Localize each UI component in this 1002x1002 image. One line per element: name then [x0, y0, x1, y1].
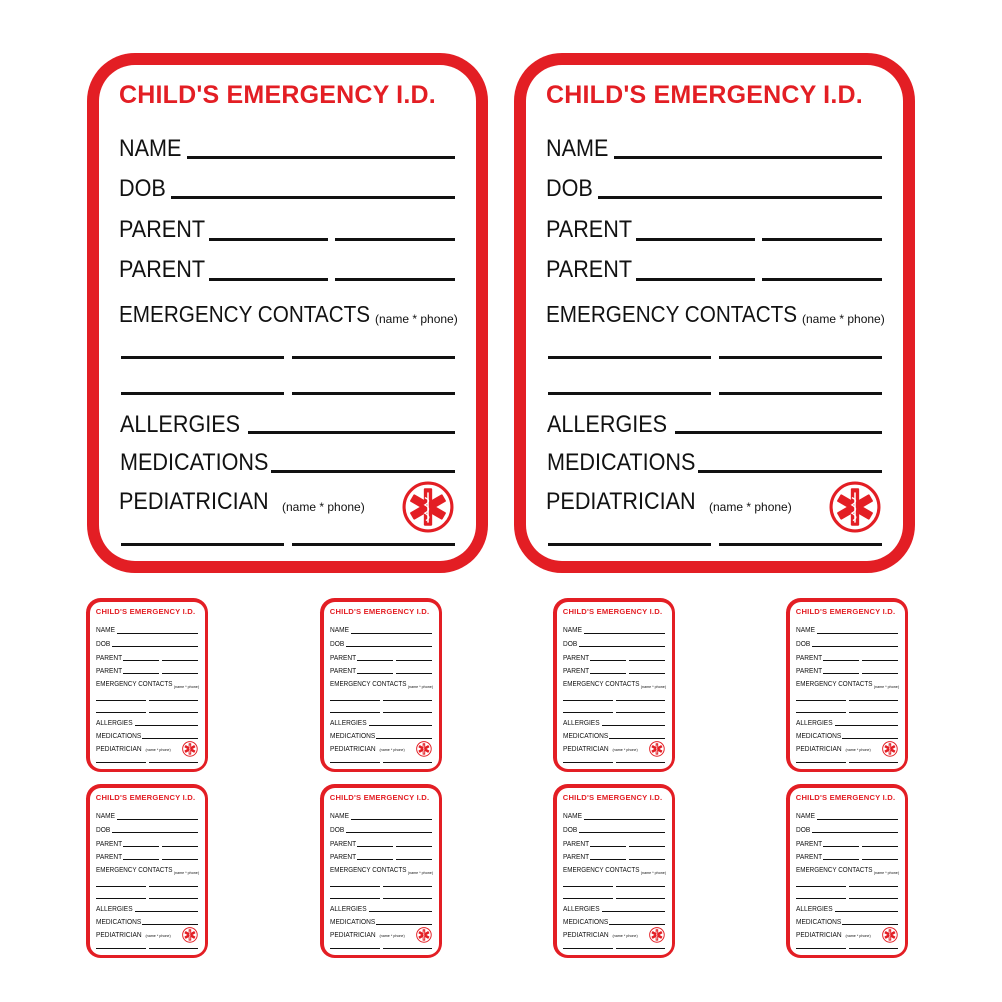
parent-phone-line: [396, 859, 433, 860]
name-label: NAME: [95, 811, 115, 821]
emergency-contacts-label: EMERGENCY CONTACTS: [329, 867, 407, 875]
contact-phone-line: [849, 700, 899, 701]
medications-label: MEDICATIONS: [330, 730, 376, 740]
name-label: NAME: [119, 135, 182, 162]
card-title: CHILD'S EMERGENCY I.D.: [795, 793, 896, 803]
allergies-label: ALLERGIES: [563, 903, 600, 913]
dob-label: DOB: [562, 638, 578, 648]
id-card-large: [87, 53, 488, 573]
contact-name-line: [330, 886, 380, 887]
dob-label: DOB: [562, 824, 578, 834]
dob-line: [346, 832, 433, 833]
allergies-line: [835, 725, 898, 726]
medications-label: MEDICATIONS: [96, 916, 142, 926]
pediatrician-phone-line: [616, 762, 666, 763]
parent-name-line: [590, 846, 626, 847]
allergies-line: [675, 431, 882, 434]
dob-line: [112, 646, 199, 647]
allergies-line: [135, 911, 198, 912]
medications-label: MEDICATIONS: [547, 449, 696, 476]
parent-phone-line: [862, 673, 899, 674]
parent-name-line: [823, 673, 859, 674]
parent-label: PARENT: [562, 652, 589, 662]
name-line: [817, 819, 899, 820]
emergency-contacts-hint: (name * phone): [640, 684, 667, 689]
medications-line: [609, 924, 665, 925]
medications-line: [142, 738, 198, 739]
dob-label: DOB: [546, 175, 593, 202]
dob-line: [812, 832, 899, 833]
parent-label: PARENT: [329, 838, 356, 848]
pediatrician-name-line: [96, 762, 146, 763]
medications-label: MEDICATIONS: [796, 916, 842, 926]
id-card-small: [786, 784, 908, 958]
parent-name-line: [123, 673, 159, 674]
id-card-large: [514, 53, 915, 573]
parent-name-line: [823, 846, 859, 847]
id-card-small: [553, 598, 675, 772]
pediatrician-label: PEDIATRICIAN: [562, 929, 609, 939]
allergies-line: [248, 431, 455, 434]
medications-line: [376, 738, 432, 739]
parent-name-line: [590, 859, 626, 860]
parent-label: PARENT: [795, 838, 822, 848]
parent-label: PARENT: [562, 666, 589, 675]
star-of-life-icon: [882, 927, 898, 943]
allergies-label: ALLERGIES: [563, 717, 600, 727]
contact-name-line: [796, 700, 846, 701]
pediatrician-name-line: [330, 762, 380, 763]
parent-phone-line: [162, 846, 199, 847]
medications-label: MEDICATIONS: [330, 916, 376, 926]
parent-phone-line: [629, 846, 666, 847]
parent-label: PARENT: [562, 838, 589, 848]
id-card-small: [786, 598, 908, 772]
medications-line: [842, 924, 898, 925]
emergency-contacts-hint: (name * phone): [407, 870, 434, 875]
parent-name-line: [823, 660, 859, 661]
parent-name-line: [357, 673, 393, 674]
name-line: [584, 819, 666, 820]
parent-phone-line: [629, 673, 666, 674]
medications-label: MEDICATIONS: [120, 449, 269, 476]
star-of-life-icon: [649, 741, 665, 757]
parent-label: PARENT: [562, 852, 589, 861]
dob-label: DOB: [119, 175, 166, 202]
dob-line: [579, 646, 666, 647]
contact-phone-line: [616, 898, 666, 899]
parent-label: PARENT: [119, 216, 206, 243]
contact-phone-line: [149, 700, 199, 701]
parent-phone-line: [396, 660, 433, 661]
parent-label: PARENT: [329, 666, 356, 675]
pediatrician-phone-line: [849, 762, 899, 763]
parent-name-line: [209, 238, 328, 241]
parent-phone-line: [162, 660, 199, 661]
dob-line: [171, 196, 455, 199]
allergies-line: [135, 725, 198, 726]
allergies-line: [602, 911, 665, 912]
parent-phone-line: [162, 859, 199, 860]
pediatrician-phone-line: [383, 762, 433, 763]
parent-name-line: [590, 660, 626, 661]
allergies-line: [835, 911, 898, 912]
parent-phone-line: [862, 846, 899, 847]
parent-label: PARENT: [795, 666, 822, 675]
pediatrician-hint: (name * phone): [612, 747, 638, 752]
medications-line: [271, 470, 455, 473]
allergies-label: ALLERGIES: [330, 903, 367, 913]
contact-name-line: [96, 886, 146, 887]
pediatrician-label: PEDIATRICIAN: [795, 743, 842, 753]
parent-phone-line: [762, 238, 882, 241]
pediatrician-name-line: [796, 762, 846, 763]
pediatrician-label: PEDIATRICIAN: [562, 743, 609, 753]
contact-phone-line: [383, 700, 433, 701]
contact-name-line: [563, 712, 613, 713]
parent-label: PARENT: [795, 652, 822, 662]
contact-phone-line: [149, 712, 199, 713]
contact-phone-line: [383, 712, 433, 713]
parent-label: PARENT: [95, 652, 122, 662]
star-of-life-icon: [829, 481, 881, 533]
allergies-line: [369, 725, 432, 726]
emergency-contacts-label: EMERGENCY CONTACTS: [95, 681, 173, 689]
allergies-line: [602, 725, 665, 726]
pediatrician-label: PEDIATRICIAN: [95, 929, 142, 939]
pediatrician-phone-line: [849, 948, 899, 949]
medications-label: MEDICATIONS: [96, 730, 142, 740]
medications-label: MEDICATIONS: [796, 730, 842, 740]
dob-label: DOB: [329, 638, 345, 648]
card-title: CHILD'S EMERGENCY I.D.: [95, 793, 196, 803]
name-label: NAME: [329, 811, 349, 821]
name-label: NAME: [562, 811, 582, 821]
parent-label: PARENT: [546, 216, 633, 243]
dob-line: [812, 646, 899, 647]
parent-name-line: [636, 278, 755, 281]
contact-phone-line: [616, 712, 666, 713]
pediatrician-label: PEDIATRICIAN: [795, 929, 842, 939]
emergency-contacts-hint: (name * phone): [375, 312, 458, 326]
star-of-life-icon: [182, 927, 198, 943]
contact-phone-line: [149, 898, 199, 899]
medications-label: MEDICATIONS: [563, 730, 609, 740]
contact-phone-line: [292, 356, 455, 359]
emergency-contacts-label: EMERGENCY CONTACTS: [795, 681, 873, 689]
name-line: [584, 633, 666, 634]
dob-label: DOB: [95, 638, 111, 648]
parent-name-line: [123, 660, 159, 661]
medications-label: MEDICATIONS: [563, 916, 609, 926]
allergies-label: ALLERGIES: [547, 411, 668, 438]
star-of-life-icon: [416, 741, 432, 757]
medications-line: [698, 470, 882, 473]
parent-label: PARENT: [546, 256, 633, 283]
parent-phone-line: [396, 673, 433, 674]
parent-name-line: [590, 673, 626, 674]
parent-name-line: [636, 238, 755, 241]
card-title: CHILD'S EMERGENCY I.D.: [119, 81, 436, 109]
allergies-line: [369, 911, 432, 912]
parent-phone-line: [629, 660, 666, 661]
name-label: NAME: [329, 625, 349, 635]
pediatrician-phone-line: [149, 948, 199, 949]
dob-label: DOB: [95, 824, 111, 834]
pediatrician-label: PEDIATRICIAN: [119, 488, 269, 515]
contact-name-line: [796, 712, 846, 713]
emergency-contacts-label: EMERGENCY CONTACTS: [119, 301, 371, 327]
pediatrician-phone-line: [616, 948, 666, 949]
contact-name-line: [563, 886, 613, 887]
dob-line: [346, 646, 433, 647]
pediatrician-label: PEDIATRICIAN: [546, 488, 696, 515]
card-title: CHILD'S EMERGENCY I.D.: [562, 607, 663, 617]
id-card-small: [553, 784, 675, 958]
parent-phone-line: [862, 859, 899, 860]
contact-name-line: [96, 700, 146, 701]
contact-name-line: [330, 700, 380, 701]
parent-label: PARENT: [329, 852, 356, 861]
dob-line: [579, 832, 666, 833]
pediatrician-name-line: [121, 543, 284, 546]
card-title: CHILD'S EMERGENCY I.D.: [562, 793, 663, 803]
parent-name-line: [357, 859, 393, 860]
dob-line: [112, 832, 199, 833]
emergency-contacts-label: EMERGENCY CONTACTS: [329, 681, 407, 689]
parent-label: PARENT: [95, 838, 122, 848]
card-title: CHILD'S EMERGENCY I.D.: [329, 793, 430, 803]
contact-name-line: [121, 356, 284, 359]
parent-name-line: [209, 278, 328, 281]
name-label: NAME: [795, 811, 815, 821]
name-line: [117, 633, 199, 634]
contact-phone-line: [149, 886, 199, 887]
contact-name-line: [330, 898, 380, 899]
parent-phone-line: [862, 660, 899, 661]
name-line: [117, 819, 199, 820]
contact-phone-line: [383, 886, 433, 887]
pediatrician-phone-line: [719, 543, 882, 546]
contact-phone-line: [616, 700, 666, 701]
emergency-contacts-label: EMERGENCY CONTACTS: [546, 301, 798, 327]
pediatrician-name-line: [96, 948, 146, 949]
parent-phone-line: [396, 846, 433, 847]
emergency-contacts-label: EMERGENCY CONTACTS: [562, 681, 640, 689]
contact-phone-line: [616, 886, 666, 887]
parent-phone-line: [629, 859, 666, 860]
medications-line: [376, 924, 432, 925]
pediatrician-label: PEDIATRICIAN: [329, 743, 376, 753]
emergency-contacts-hint: (name * phone): [802, 312, 885, 326]
parent-label: PARENT: [119, 256, 206, 283]
parent-label: PARENT: [95, 666, 122, 675]
emergency-contacts-label: EMERGENCY CONTACTS: [95, 867, 173, 875]
parent-name-line: [357, 660, 393, 661]
pediatrician-name-line: [563, 948, 613, 949]
allergies-label: ALLERGIES: [96, 903, 133, 913]
card-title: CHILD'S EMERGENCY I.D.: [95, 607, 196, 617]
star-of-life-icon: [649, 927, 665, 943]
contact-name-line: [548, 356, 711, 359]
emergency-contacts-label: EMERGENCY CONTACTS: [562, 867, 640, 875]
card-title: CHILD'S EMERGENCY I.D.: [329, 607, 430, 617]
emergency-contacts-hint: (name * phone): [640, 870, 667, 875]
pediatrician-hint: (name * phone): [379, 747, 405, 752]
contact-phone-line: [292, 392, 455, 395]
name-line: [614, 156, 882, 159]
pediatrician-label: PEDIATRICIAN: [329, 929, 376, 939]
contact-name-line: [796, 886, 846, 887]
contact-name-line: [563, 898, 613, 899]
name-label: NAME: [795, 625, 815, 635]
name-line: [187, 156, 455, 159]
contact-name-line: [96, 898, 146, 899]
emergency-contacts-label: EMERGENCY CONTACTS: [795, 867, 873, 875]
pediatrician-hint: (name * phone): [612, 933, 638, 938]
allergies-label: ALLERGIES: [796, 903, 833, 913]
dob-label: DOB: [329, 824, 345, 834]
contact-phone-line: [849, 712, 899, 713]
star-of-life-icon: [402, 481, 454, 533]
allergies-label: ALLERGIES: [96, 717, 133, 727]
parent-label: PARENT: [329, 652, 356, 662]
contact-name-line: [796, 898, 846, 899]
medications-line: [142, 924, 198, 925]
parent-name-line: [123, 846, 159, 847]
allergies-label: ALLERGIES: [120, 411, 241, 438]
contact-phone-line: [383, 898, 433, 899]
allergies-label: ALLERGIES: [796, 717, 833, 727]
pediatrician-name-line: [796, 948, 846, 949]
parent-phone-line: [762, 278, 882, 281]
contact-name-line: [121, 392, 284, 395]
star-of-life-icon: [882, 741, 898, 757]
contact-phone-line: [849, 886, 899, 887]
id-card-small: [86, 598, 208, 772]
dob-label: DOB: [795, 824, 811, 834]
pediatrician-hint: (name * phone): [845, 747, 871, 752]
parent-name-line: [823, 859, 859, 860]
emergency-contacts-hint: (name * phone): [873, 870, 900, 875]
pediatrician-name-line: [330, 948, 380, 949]
star-of-life-icon: [182, 741, 198, 757]
dob-label: DOB: [795, 638, 811, 648]
pediatrician-phone-line: [292, 543, 455, 546]
pediatrician-name-line: [548, 543, 711, 546]
card-title: CHILD'S EMERGENCY I.D.: [795, 607, 896, 617]
pediatrician-hint: (name * phone): [709, 500, 792, 514]
emergency-contacts-hint: (name * phone): [873, 684, 900, 689]
contact-name-line: [548, 392, 711, 395]
contact-phone-line: [849, 898, 899, 899]
emergency-contacts-hint: (name * phone): [407, 684, 434, 689]
parent-phone-line: [335, 238, 455, 241]
emergency-contacts-hint: (name * phone): [173, 870, 200, 875]
contact-phone-line: [719, 392, 882, 395]
name-label: NAME: [546, 135, 609, 162]
parent-name-line: [123, 859, 159, 860]
allergies-label: ALLERGIES: [330, 717, 367, 727]
medications-line: [842, 738, 898, 739]
dob-line: [598, 196, 882, 199]
pediatrician-phone-line: [149, 762, 199, 763]
card-title: CHILD'S EMERGENCY I.D.: [546, 81, 863, 109]
name-line: [351, 819, 433, 820]
pediatrician-hint: (name * phone): [379, 933, 405, 938]
pediatrician-hint: (name * phone): [845, 933, 871, 938]
contact-phone-line: [719, 356, 882, 359]
star-of-life-icon: [416, 927, 432, 943]
name-line: [351, 633, 433, 634]
contact-name-line: [330, 712, 380, 713]
id-card-small: [320, 598, 442, 772]
pediatrician-name-line: [563, 762, 613, 763]
pediatrician-label: PEDIATRICIAN: [95, 743, 142, 753]
parent-phone-line: [335, 278, 455, 281]
parent-label: PARENT: [795, 852, 822, 861]
name-label: NAME: [562, 625, 582, 635]
id-card-small: [86, 784, 208, 958]
id-card-small: [320, 784, 442, 958]
parent-phone-line: [162, 673, 199, 674]
pediatrician-hint: (name * phone): [282, 500, 365, 514]
parent-label: PARENT: [95, 852, 122, 861]
contact-name-line: [563, 700, 613, 701]
pediatrician-hint: (name * phone): [145, 933, 171, 938]
contact-name-line: [96, 712, 146, 713]
pediatrician-phone-line: [383, 948, 433, 949]
parent-name-line: [357, 846, 393, 847]
medications-line: [609, 738, 665, 739]
name-label: NAME: [95, 625, 115, 635]
emergency-contacts-hint: (name * phone): [173, 684, 200, 689]
pediatrician-hint: (name * phone): [145, 747, 171, 752]
name-line: [817, 633, 899, 634]
